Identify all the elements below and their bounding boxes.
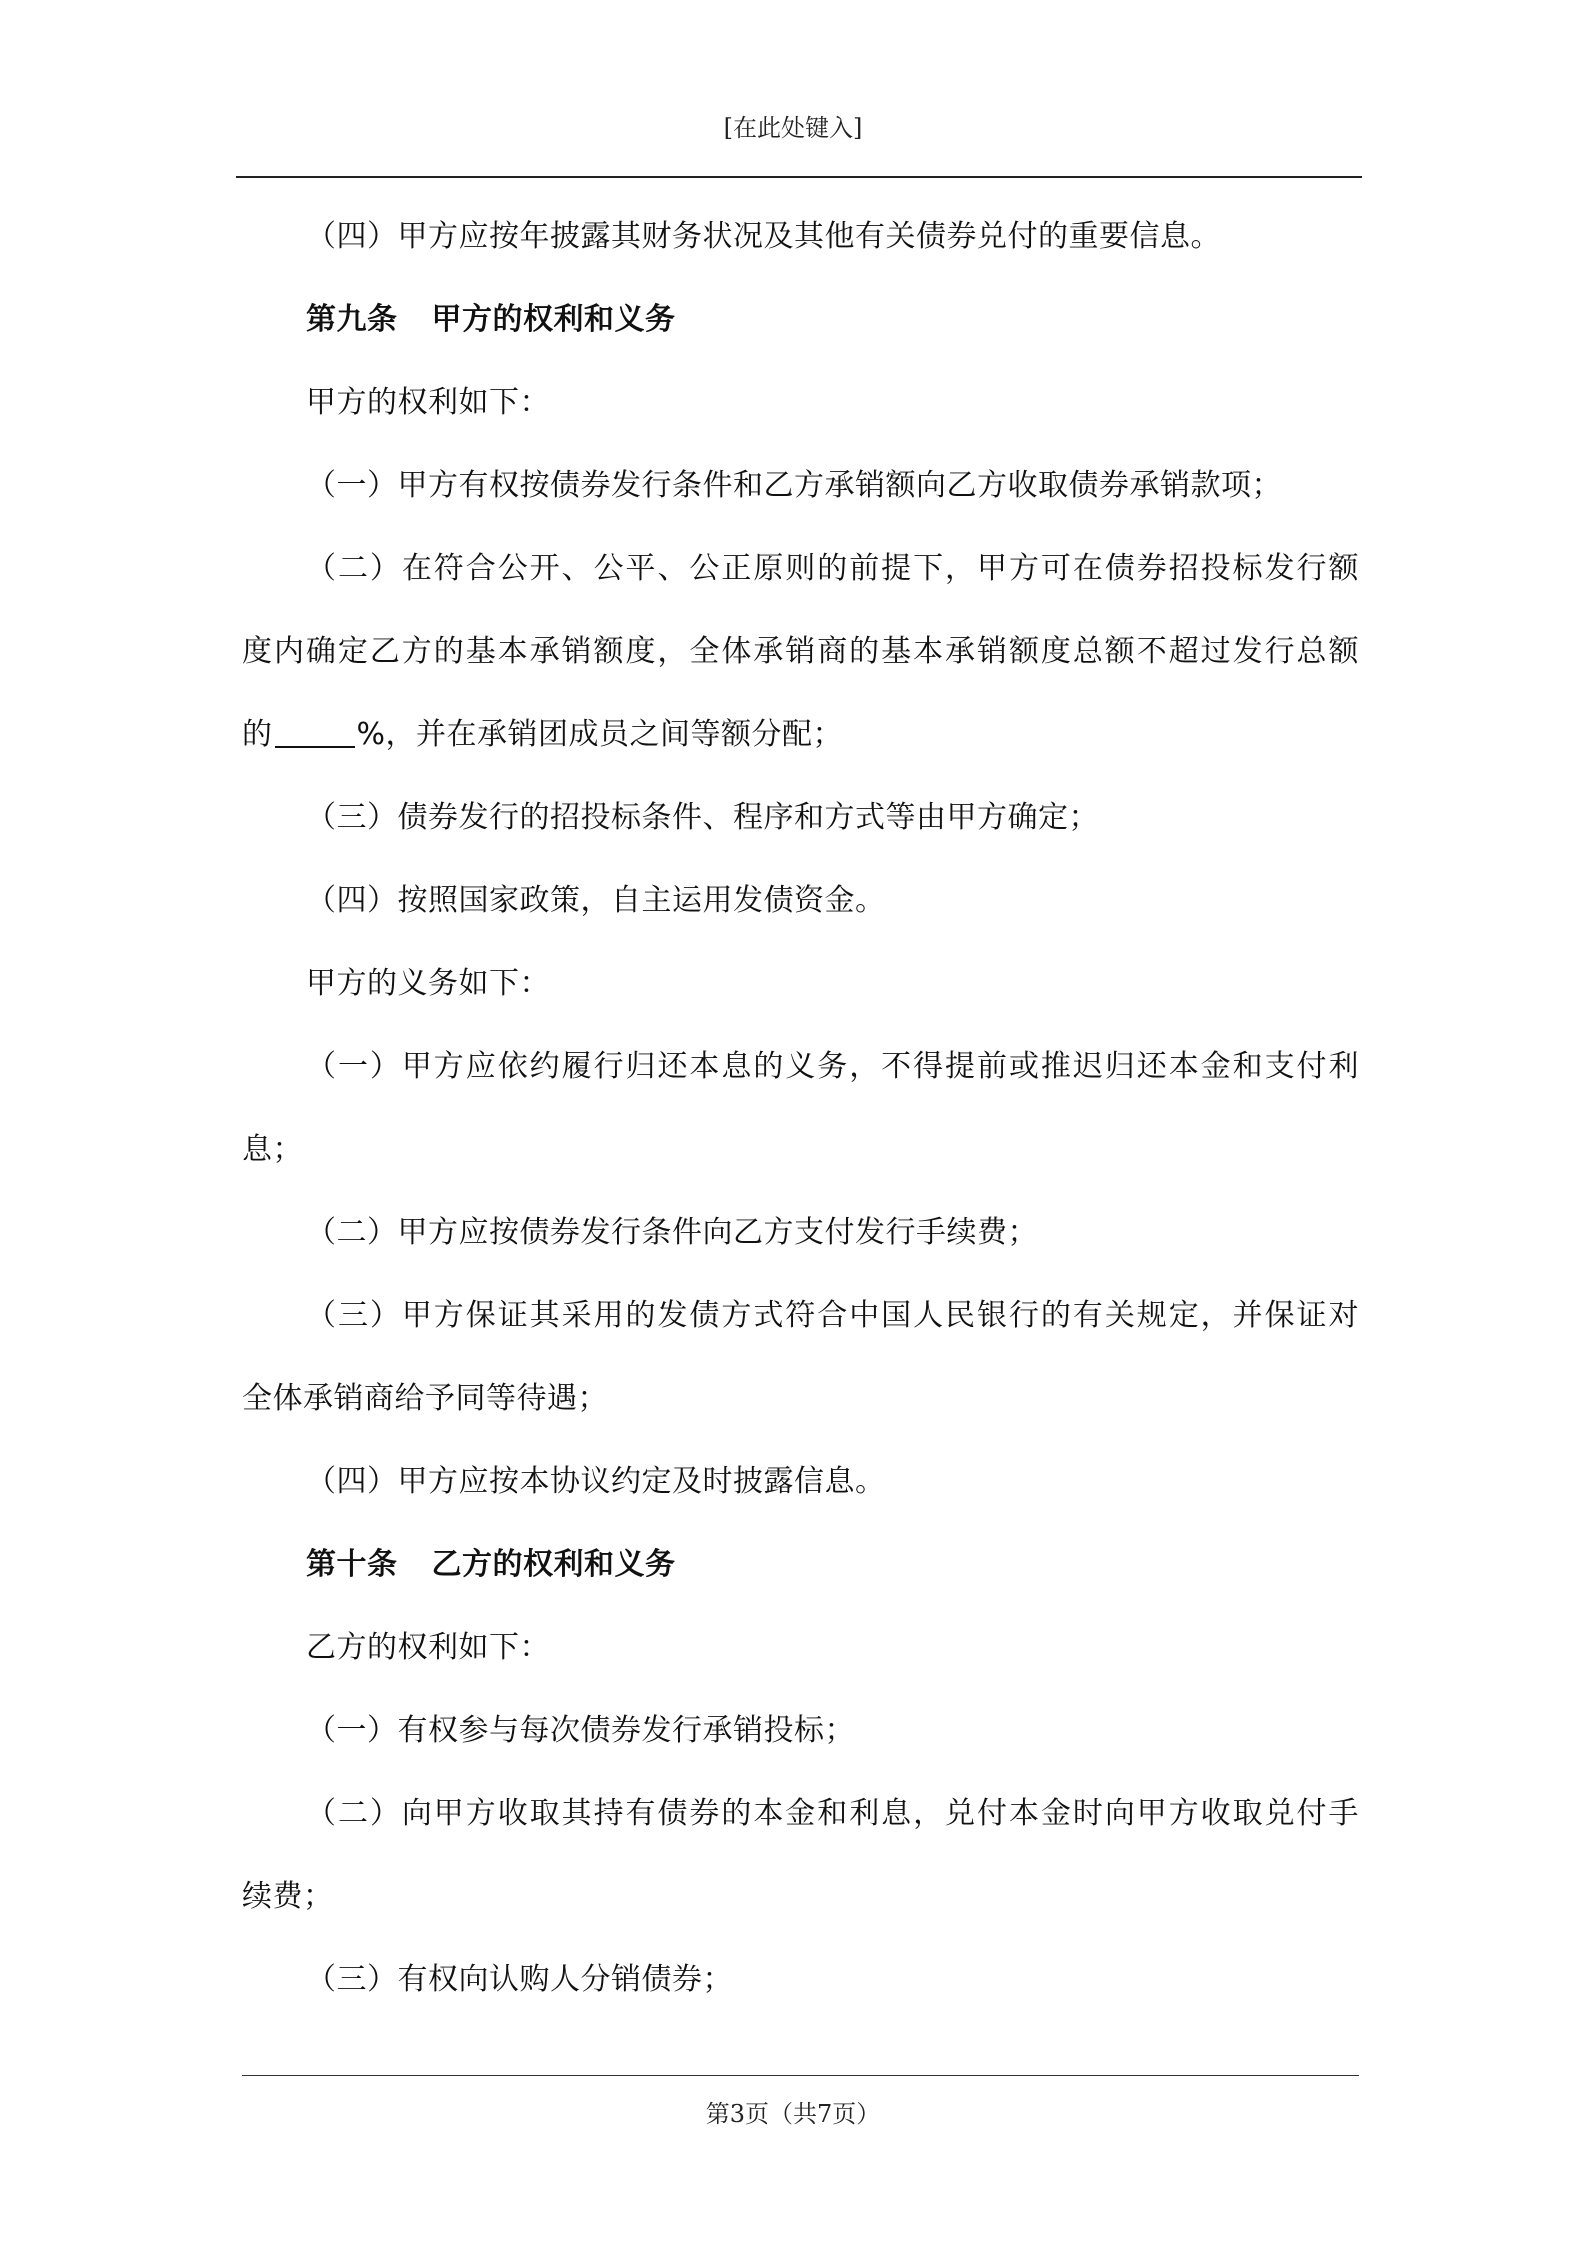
party-b-right-1: （一）有权参与每次债券发行承销投标； [306, 1713, 855, 1748]
party-a-duty-1-line-1: （一）甲方应依约履行归还本息的义务，不得提前或推迟归还本金和支付利 [306, 1049, 1359, 1084]
party-b-right-2-line-1: （二）向甲方收取其持有债券的本金和利息，兑付本金时向甲方收取兑付手 [306, 1796, 1359, 1831]
party-a-duty-2: （二）甲方应按债券发行条件向乙方支付发行手续费； [306, 1215, 1038, 1250]
party-b-rights-intro: 乙方的权利如下： [306, 1630, 550, 1665]
party-a-rights-intro: 甲方的权利如下： [306, 385, 550, 420]
party-b-right-2-line-2: 续费； [242, 1879, 334, 1914]
party-a-right-1: （一）甲方有权按债券发行条件和乙方承销额向乙方收取债券承销款项； [306, 468, 1282, 503]
party-a-duty-3-line-1: （三）甲方保证其采用的发债方式符合中国人民银行的有关规定，并保证对 [306, 1298, 1359, 1333]
article-10-heading [242, 1523, 1359, 1606]
percentage-blank [275, 716, 355, 748]
paragraph-disclosure-annual: （四）甲方应按年披露其财务状况及其他有关债券兑付的重要信息。 [306, 219, 1221, 254]
party-a-right-2-line-2: 度内确定乙方的基本承销额度，全体承销商的基本承销额度总额不超过发行总额 [242, 634, 1359, 669]
page-header: [在此处键入] [723, 114, 863, 142]
party-a-duty-4: （四）甲方应按本协议约定及时披露信息。 [306, 1464, 886, 1499]
party-a-right-2-line-1: （二）在符合公开、公平、公正原则的前提下，甲方可在债券招投标发行额 [306, 551, 1359, 586]
party-a-duty-1-line-2: 息； [242, 1132, 303, 1167]
article-9-title: 甲方的权利和义务 [431, 302, 676, 337]
party-a-duties-intro: 甲方的义务如下： [306, 966, 550, 1001]
party-a-duty-3-line-2: 全体承销商给予同等待遇； [242, 1381, 608, 1416]
header-divider [236, 176, 1362, 178]
document-body [242, 195, 1359, 2021]
article-10-title: 乙方的权利和义务 [431, 1547, 676, 1582]
party-a-right-4: （四）按照国家政策，自主运用发债资金。 [306, 883, 886, 918]
footer-divider [242, 2075, 1359, 2076]
article-9-number: 第九条 [306, 302, 398, 337]
article-9-heading [242, 278, 1359, 361]
party-a-right-2-line-3-end: %，并在承销团成员之间等额分配； [356, 717, 844, 752]
party-a-right-3: （三）债券发行的招投标条件、程序和方式等由甲方确定； [306, 800, 1099, 835]
party-a-right-2-line-3 [242, 693, 1359, 776]
party-a-right-2-line-3-start: 的 [242, 717, 273, 752]
page-number: 第3页（共7页） [705, 2100, 881, 2128]
article-10-number: 第十条 [306, 1547, 398, 1582]
party-b-right-3: （三）有权向认购人分销债券； [306, 1962, 733, 1997]
